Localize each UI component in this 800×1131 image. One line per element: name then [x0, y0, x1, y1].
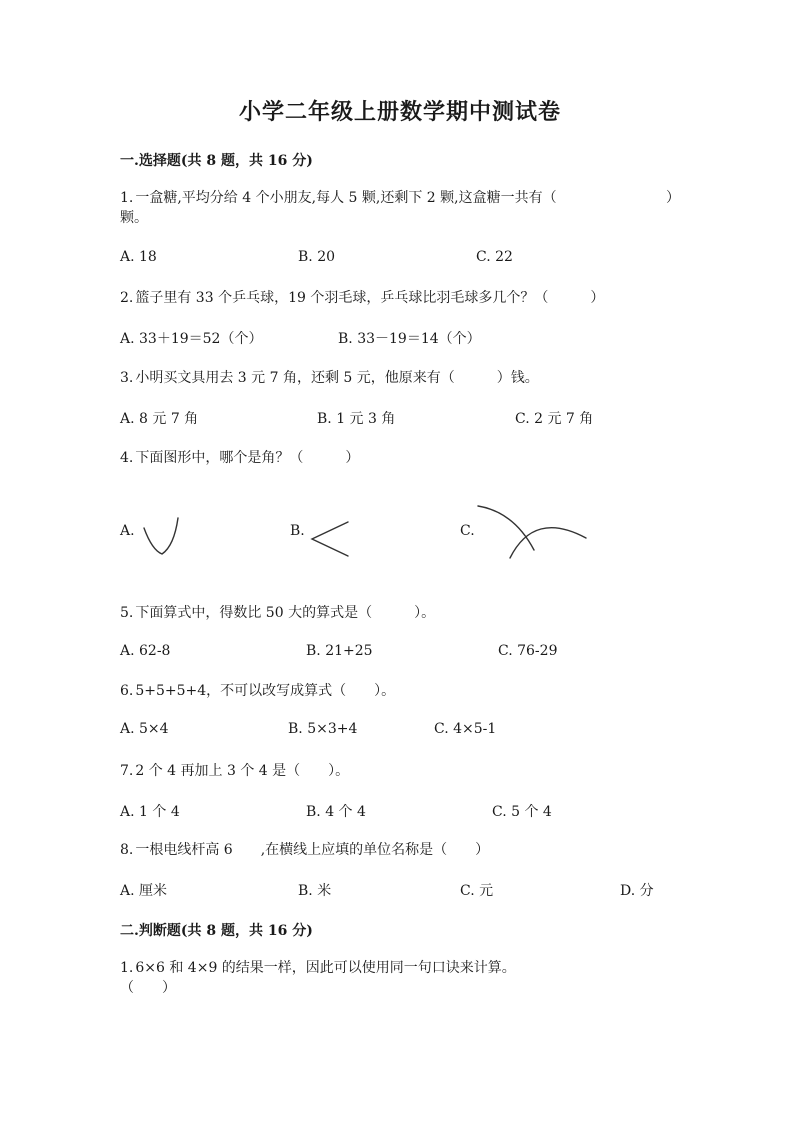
question-number: 1. [120, 960, 134, 976]
option-c: C. 5 个 4 [492, 804, 552, 820]
option-b: B. 4 个 4 [306, 804, 366, 820]
question-number: 3. [120, 370, 134, 386]
option-c: C. 2 元 7 角 [515, 411, 594, 427]
options-q2 [120, 328, 680, 348]
option-b: B. [290, 523, 305, 539]
question-1 [120, 188, 680, 228]
question-number: 7. [120, 763, 134, 779]
question-text: 一根电线杆高 6 ,在横线上应填的单位名称是（ ） [135, 842, 490, 858]
options-q5 [120, 643, 680, 663]
question-text: 下面图形中，哪个是角？（ ） [135, 450, 360, 466]
question-number: 6. [120, 683, 134, 699]
option-c: C. 22 [476, 249, 513, 265]
option-b: B. 米 [298, 883, 332, 899]
question-text: 2 个 4 再加上 3 个 4 是（ ）。 [135, 763, 350, 779]
question-text: 6×6 和 4×9 的结果一样，因此可以使用同一句口诀来计算。 [135, 960, 516, 976]
question-text-line2: （ ） [120, 980, 176, 996]
option-a: A. 8 元 7 角 [120, 411, 199, 427]
options-q1 [120, 249, 680, 269]
question-7 [120, 761, 680, 781]
option-c: C. 4×5-1 [434, 721, 497, 737]
figure-c-crossing-curves [474, 502, 594, 562]
question-3 [120, 368, 680, 388]
question-number: 5. [120, 605, 134, 621]
options-q7 [120, 801, 680, 821]
option-b: B. 20 [298, 249, 336, 265]
question-text: 一盒糖,平均分给 4 个小朋友,每人 5 颗,还剩下 2 颗,这盒糖一共有（ [135, 190, 557, 206]
question-8 [120, 840, 680, 860]
question-text: 小明买文具用去 3 元 7 角，还剩 5 元，他原来有（ ）钱。 [135, 370, 539, 386]
options-q3 [120, 408, 680, 428]
option-b: B. 21+25 [306, 643, 373, 659]
question-text-line2: 颗。 [120, 210, 148, 226]
section-heading-judgement: 二.判断题(共 8 题，共 16 分) [120, 923, 313, 939]
option-b: B. 33－19＝14（个） [338, 331, 481, 347]
question-2 [120, 288, 680, 308]
option-a: A. 18 [120, 249, 157, 265]
option-a: A. [120, 523, 135, 539]
option-a: A. 1 个 4 [120, 804, 180, 820]
options-q8 [120, 880, 680, 900]
question-number: 2. [120, 290, 134, 306]
question-4 [120, 448, 680, 468]
option-c: C. [460, 523, 475, 539]
question-5 [120, 603, 680, 623]
judgement-question-1 [120, 958, 680, 998]
question-text: 下面算式中，得数比 50 大的算式是（ ）。 [135, 605, 436, 621]
option-a: A. 33＋19＝52（个） [120, 331, 263, 347]
question-number: 1. [120, 190, 134, 206]
option-a: A. 5×4 [120, 721, 169, 737]
question-text: 篮子里有 33 个乒乓球，19 个羽毛球，乒乓球比羽毛球多几个？（ ） [135, 290, 605, 306]
section-heading-choice: 一.选择题(共 8 题，共 16 分) [120, 153, 313, 169]
question-text: 5+5+5+4，不可以改写成算式（ ）。 [135, 683, 396, 699]
option-a: A. 62-8 [120, 643, 171, 659]
figure-b-angle [306, 516, 356, 562]
options-q6 [120, 721, 680, 741]
option-d: D. 分 [620, 883, 654, 899]
option-a: A. 厘米 [120, 883, 168, 899]
question-number: 4. [120, 450, 134, 466]
question-paren-end: ） [666, 190, 680, 206]
page-title: 小学二年级上册数学期中测试卷 [238, 99, 561, 125]
option-c: C. 76-29 [498, 643, 558, 659]
question-6 [120, 681, 680, 701]
option-b: B. 1 元 3 角 [317, 411, 396, 427]
figure-a-curve [138, 510, 188, 565]
option-c: C. 元 [460, 883, 494, 899]
option-b: B. 5×3+4 [288, 721, 358, 737]
question-number: 8. [120, 842, 134, 858]
